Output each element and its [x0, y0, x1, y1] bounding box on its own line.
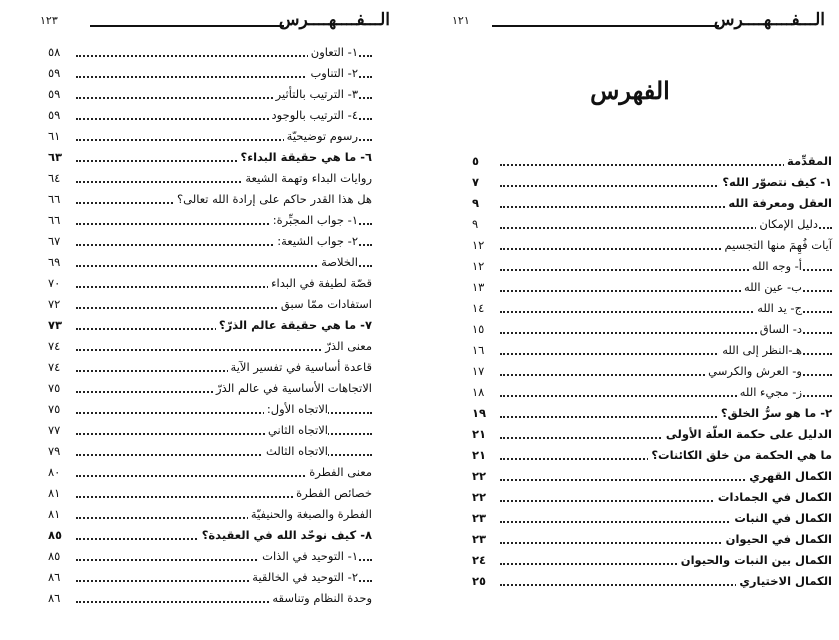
toc-entry	[48, 147, 372, 168]
toc-entry-label: قصّة لطيفة في البداء	[268, 273, 372, 294]
toc-page-number: ٦٦	[48, 210, 74, 231]
toc-entry-label: الاتجاه الثالث	[263, 441, 328, 462]
toc-entry	[48, 588, 372, 609]
header-rule	[90, 25, 284, 27]
toc-entry-label: روايات البداء وتهمة الشيعة	[242, 168, 372, 189]
toc-entry	[472, 487, 832, 508]
toc-entry-label: العقل ومعرفة الله	[725, 193, 832, 214]
toc-entry	[48, 336, 372, 357]
toc-page-number: ٥٩	[48, 63, 74, 84]
toc-page-number: ٢١	[472, 424, 498, 445]
toc-entry	[472, 214, 832, 235]
toc-entry-label: هل هذا القدر حاكم على إرادة الله تعالى؟	[174, 189, 372, 210]
toc-page-number: ٨١	[48, 483, 74, 504]
toc-entry	[472, 319, 832, 340]
toc-entry-label: د- الساق	[757, 319, 802, 340]
toc-entry-label: وحدة النظام وتناسقه	[269, 588, 372, 609]
toc-entry-label: قاعدة أساسية في تفسير الآية	[228, 357, 372, 378]
page-title: الفهرس	[590, 76, 670, 105]
toc-entry-label: الاتجاه الثاني	[265, 420, 328, 441]
toc-page-number: ٨٠	[48, 462, 74, 483]
toc-entry-label: ٢- جواب الشيعة:	[274, 231, 358, 252]
toc-page-number: ٦٣	[48, 147, 74, 168]
toc-entry	[48, 231, 372, 252]
toc-entry-label: و- العرش والكرسي	[705, 361, 802, 382]
toc-entry	[472, 424, 832, 445]
toc-entry	[472, 298, 832, 319]
toc-entry-label: هـ-النظر إلى الله	[719, 340, 802, 361]
toc-page-number: ٧٥	[48, 399, 74, 420]
toc-entry	[48, 273, 372, 294]
toc-page-number: ٦٧	[48, 231, 74, 252]
toc-entry	[472, 403, 832, 424]
toc-page-number: ٧٢	[48, 294, 74, 315]
toc-entry	[472, 151, 832, 172]
toc-page-number: ١٢	[472, 235, 498, 256]
toc-entry-label: المقدِّمة	[784, 151, 832, 172]
toc-page-number: ٢٢	[472, 487, 498, 508]
toc-page-number: ٧٤	[48, 336, 74, 357]
toc-entry	[48, 483, 372, 504]
toc-page-number: ٦٦	[48, 189, 74, 210]
toc-entry-label: الكمال القهري	[746, 466, 832, 487]
toc-page-number: ٧٥	[48, 378, 74, 399]
toc-entry	[48, 546, 372, 567]
toc-entry	[472, 256, 832, 277]
toc-entry	[48, 189, 372, 210]
toc-page-number: ٩	[472, 214, 498, 235]
toc-entry	[48, 567, 372, 588]
toc-entry-label: الاتجاهات الأساسية في عالم الذرّ	[213, 378, 372, 399]
toc-entry-label: استفادات ممّا سبق	[278, 294, 372, 315]
toc-page-number: ١٨	[472, 382, 498, 403]
toc-entry-label: ٧- ما هي حقيقة عالم الذرّ؟	[216, 315, 372, 336]
toc-entry-label: آيات فُهِمَ منها التجسيم	[721, 235, 832, 256]
toc-entry	[48, 63, 372, 84]
toc-entry	[472, 193, 832, 214]
toc-page-number: ٦٩	[48, 252, 74, 273]
toc-page-number: ١٣	[472, 277, 498, 298]
toc-page-number: ٧	[472, 172, 498, 193]
toc-entry	[472, 361, 832, 382]
toc-entry	[48, 84, 372, 105]
toc-entry	[48, 357, 372, 378]
header-rule	[492, 25, 719, 27]
toc-entry	[472, 529, 832, 550]
toc-page-number: ١٧	[472, 361, 498, 382]
toc-page-number: ٢٣	[472, 508, 498, 529]
toc-entry-label: الفطرة والصبغة والحنيفيّة	[248, 504, 372, 525]
toc-entry-label: معنى الفطرة	[306, 462, 372, 483]
toc-page-number: ٦١	[48, 126, 74, 147]
toc-entry-label: الاتجاه الأول:	[264, 399, 328, 420]
toc-entry-label: ١- كيف نتصوّر الله؟	[719, 172, 832, 193]
toc-page-number: ١٢	[472, 256, 498, 277]
toc-entry	[48, 504, 372, 525]
page-header	[452, 10, 825, 34]
toc-entry-label: ٢- التناوب	[307, 63, 358, 84]
toc-page-number: ١٥	[472, 319, 498, 340]
dot-leader	[500, 164, 832, 166]
toc-page-number: ٧٧	[48, 420, 74, 441]
toc-entry-label: ز- مجيء الله	[737, 382, 802, 403]
header-page-number: ١٢٣	[40, 14, 58, 27]
toc-entry-label: ٤- الترتيب بالوجود	[269, 105, 358, 126]
toc-entry-label: ١- التوحيد في الذات	[259, 546, 358, 567]
toc-entry-label: الكمال في النبات	[731, 508, 832, 529]
toc-page-number: ٨٥	[48, 525, 74, 546]
toc-entry	[48, 315, 372, 336]
toc-list	[48, 42, 372, 609]
toc-entry	[48, 525, 372, 546]
toc-entry-label: ٢- التوحيد في الخالقية	[249, 567, 358, 588]
toc-entry	[472, 466, 832, 487]
toc-entry	[48, 399, 372, 420]
toc-page-number: ١٤	[472, 298, 498, 319]
toc-entry-label: معنى الذرّ	[322, 336, 372, 357]
toc-entry	[48, 126, 372, 147]
toc-entry-label: ج- يد الله	[754, 298, 802, 319]
toc-entry-label: أ- وجه الله	[749, 256, 802, 277]
toc-list	[472, 151, 832, 592]
toc-page-number: ٢١	[472, 445, 498, 466]
toc-entry-label: رسوم توضيحيّة	[284, 126, 358, 147]
toc-entry-label: ٨- كيف نوحّد الله في العقيدة؟	[199, 525, 372, 546]
toc-entry-label: ٢- ما هو سرُّ الخلق؟	[718, 403, 832, 424]
toc-entry-label: الخلاصة	[318, 252, 358, 273]
toc-entry	[48, 210, 372, 231]
toc-entry	[472, 235, 832, 256]
toc-page-number: ٩	[472, 193, 498, 214]
toc-page-number: ٥٩	[48, 105, 74, 126]
toc-page-number: ٧٣	[48, 315, 74, 336]
toc-entry	[472, 550, 832, 571]
toc-entry	[472, 277, 832, 298]
toc-entry	[472, 571, 832, 592]
toc-entry	[48, 294, 372, 315]
toc-entry	[48, 42, 372, 63]
toc-page-number: ٧٤	[48, 357, 74, 378]
toc-page-number: ١٦	[472, 340, 498, 361]
toc-entry-label: ١- التعاون	[308, 42, 358, 63]
toc-entry	[472, 508, 832, 529]
toc-entry	[48, 378, 372, 399]
toc-page-number: ٢٣	[472, 529, 498, 550]
toc-page-number: ٦٤	[48, 168, 74, 189]
toc-entry-label: خصائص الفطرة	[293, 483, 372, 504]
right-page	[420, 0, 839, 640]
toc-page-number: ٥٨	[48, 42, 74, 63]
toc-page-number: ٨١	[48, 504, 74, 525]
toc-entry-label: الكمال في الحيوان	[723, 529, 832, 550]
toc-page-number: ٧٩	[48, 441, 74, 462]
toc-page-number: ٢٤	[472, 550, 498, 571]
toc-entry	[48, 252, 372, 273]
header-page-number: ١٢١	[452, 14, 470, 27]
toc-page-number: ٢٢	[472, 466, 498, 487]
toc-page-number: ٧٠	[48, 273, 74, 294]
toc-entry	[48, 441, 372, 462]
toc-page-number: ٢٥	[472, 571, 498, 592]
header-title: الـــفــــهــــرس	[278, 10, 390, 30]
toc-entry	[472, 382, 832, 403]
toc-entry	[48, 462, 372, 483]
toc-entry-label: ٣- الترتيب بالتأثير	[273, 84, 358, 105]
toc-entry-label: دليل الإمكان	[756, 214, 818, 235]
toc-page-number: ١٩	[472, 403, 498, 424]
toc-entry-label: ١- جواب المجبِّرة:	[270, 210, 358, 231]
page-header	[40, 10, 390, 34]
toc-page-number: ٥	[472, 151, 498, 172]
toc-page-number: ٨٦	[48, 567, 74, 588]
toc-entry-label: الكمال بين النبات والحيوان	[678, 550, 832, 571]
toc-entry	[472, 445, 832, 466]
toc-entry-label: ب- عين الله	[741, 277, 802, 298]
header-title: الـــفــــهــــرس	[713, 10, 825, 30]
toc-entry-label: الكمال الاختياري	[736, 571, 832, 592]
toc-entry-label: ما هي الحكمة من خلق الكائنات؟	[648, 445, 832, 466]
toc-entry	[48, 420, 372, 441]
toc-page-number: ٥٩	[48, 84, 74, 105]
toc-entry-label: الدليل على حكمة العلّة الأولى	[663, 424, 832, 445]
toc-entry	[48, 168, 372, 189]
toc-entry	[48, 105, 372, 126]
toc-entry	[472, 340, 832, 361]
toc-entry-label: ٦- ما هي حقيقة البداء؟	[238, 147, 372, 168]
toc-page-number: ٨٥	[48, 546, 74, 567]
toc-entry	[472, 172, 832, 193]
toc-entry-label: الكمال في الجمادات	[715, 487, 832, 508]
toc-page-number: ٨٦	[48, 588, 74, 609]
